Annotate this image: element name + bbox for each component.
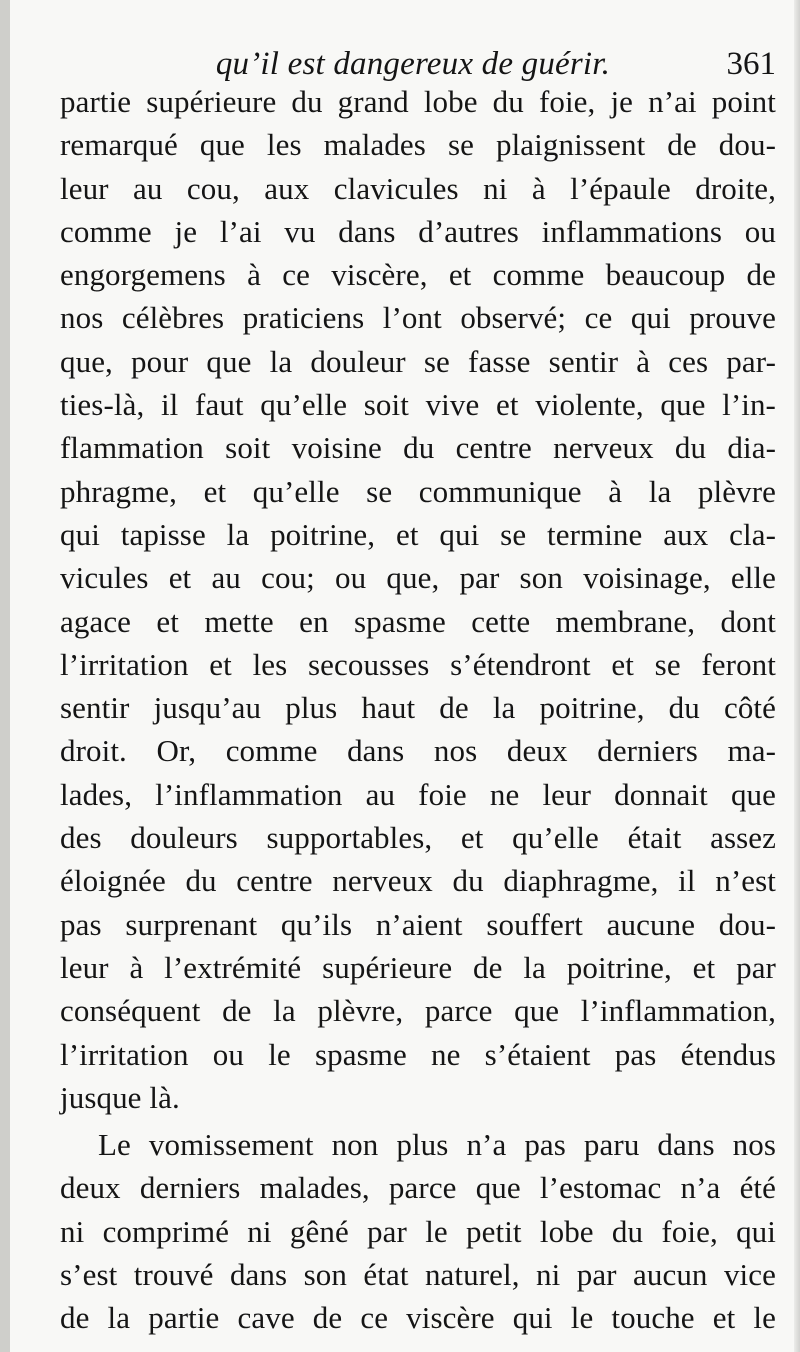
text-line: engorgemens à ce viscère, et comme beaucoup de (60, 257, 776, 293)
text-line: remarqué que les malades se plaignissent de dou- (60, 127, 776, 163)
text-line: phragme, et qu’elle se communique à la plèvre (60, 473, 776, 509)
text-line: lades, l’inflammation au foie ne leur donnait que (60, 776, 776, 812)
text-line: leur à l’extrémité supérieure de la poitrine, et par (60, 949, 776, 985)
text-line: Le vomissement non plus n’a pas paru dans nos (98, 1127, 776, 1163)
text-line: deux derniers malades, parce que l’estomac n’a été (60, 1170, 776, 1206)
text-line: qui tapisse la poitrine, et qui se termine aux cla- (60, 516, 776, 552)
text-line: agace et mette en spasme cette membrane, dont (60, 603, 776, 639)
text-line: nos célèbres praticiens l’ont observé; ce qui prouve (60, 300, 776, 336)
text-line: que, pour que la douleur se fasse sentir à ces par- (60, 343, 776, 379)
text-line: des douleurs supportables, et qu’elle était assez (60, 820, 776, 856)
text-line: éloignée du centre nerveux du diaphragme, il n’est (60, 863, 776, 899)
text-line: vicules et au cou; ou que, par son voisinage, elle (60, 560, 776, 596)
text-line: sentir jusqu’au plus haut de la poitrine, du côté (60, 690, 776, 726)
body-text (60, 80, 776, 1340)
text-line: de la partie cave de ce viscère qui le touche et le (60, 1300, 776, 1336)
running-title: qu’il est dangereux de guérir. (215, 46, 611, 82)
text-line: jusque là. (60, 1079, 180, 1115)
text-line: s’est trouvé dans son état naturel, ni par aucun vice (60, 1257, 776, 1293)
text-line: flammation soit voisine du centre nerveux du dia- (60, 430, 776, 466)
text-line: droit. Or, comme dans nos deux derniers ma- (60, 733, 776, 769)
text-line: pas surprenant qu’ils n’aient souffert aucune dou- (60, 906, 776, 942)
text-line: ni comprimé ni gêné par le petit lobe du foie, qui (60, 1213, 776, 1249)
text-line: l’irritation ou le spasme ne s’étaient pas étendus (60, 1036, 776, 1072)
text-line: comme je l’ai vu dans d’autres inflammations ou (60, 213, 776, 249)
paragraph (60, 80, 776, 1119)
text-line: ties-là, il faut qu’elle soit vive et violente, que l’in- (60, 387, 776, 423)
text-line: partie supérieure du grand lobe du foie, je n’ai point (60, 84, 776, 119)
paragraph (60, 1123, 776, 1339)
text-line: conséquent de la plèvre, parce que l’inflammation, (60, 993, 776, 1029)
text-line: leur au cou, aux clavicules ni à l’épaule droite, (60, 170, 776, 206)
text-line: l’irritation et les secousses s’étendront et se feront (60, 646, 776, 682)
page-number: 361 (726, 46, 776, 82)
